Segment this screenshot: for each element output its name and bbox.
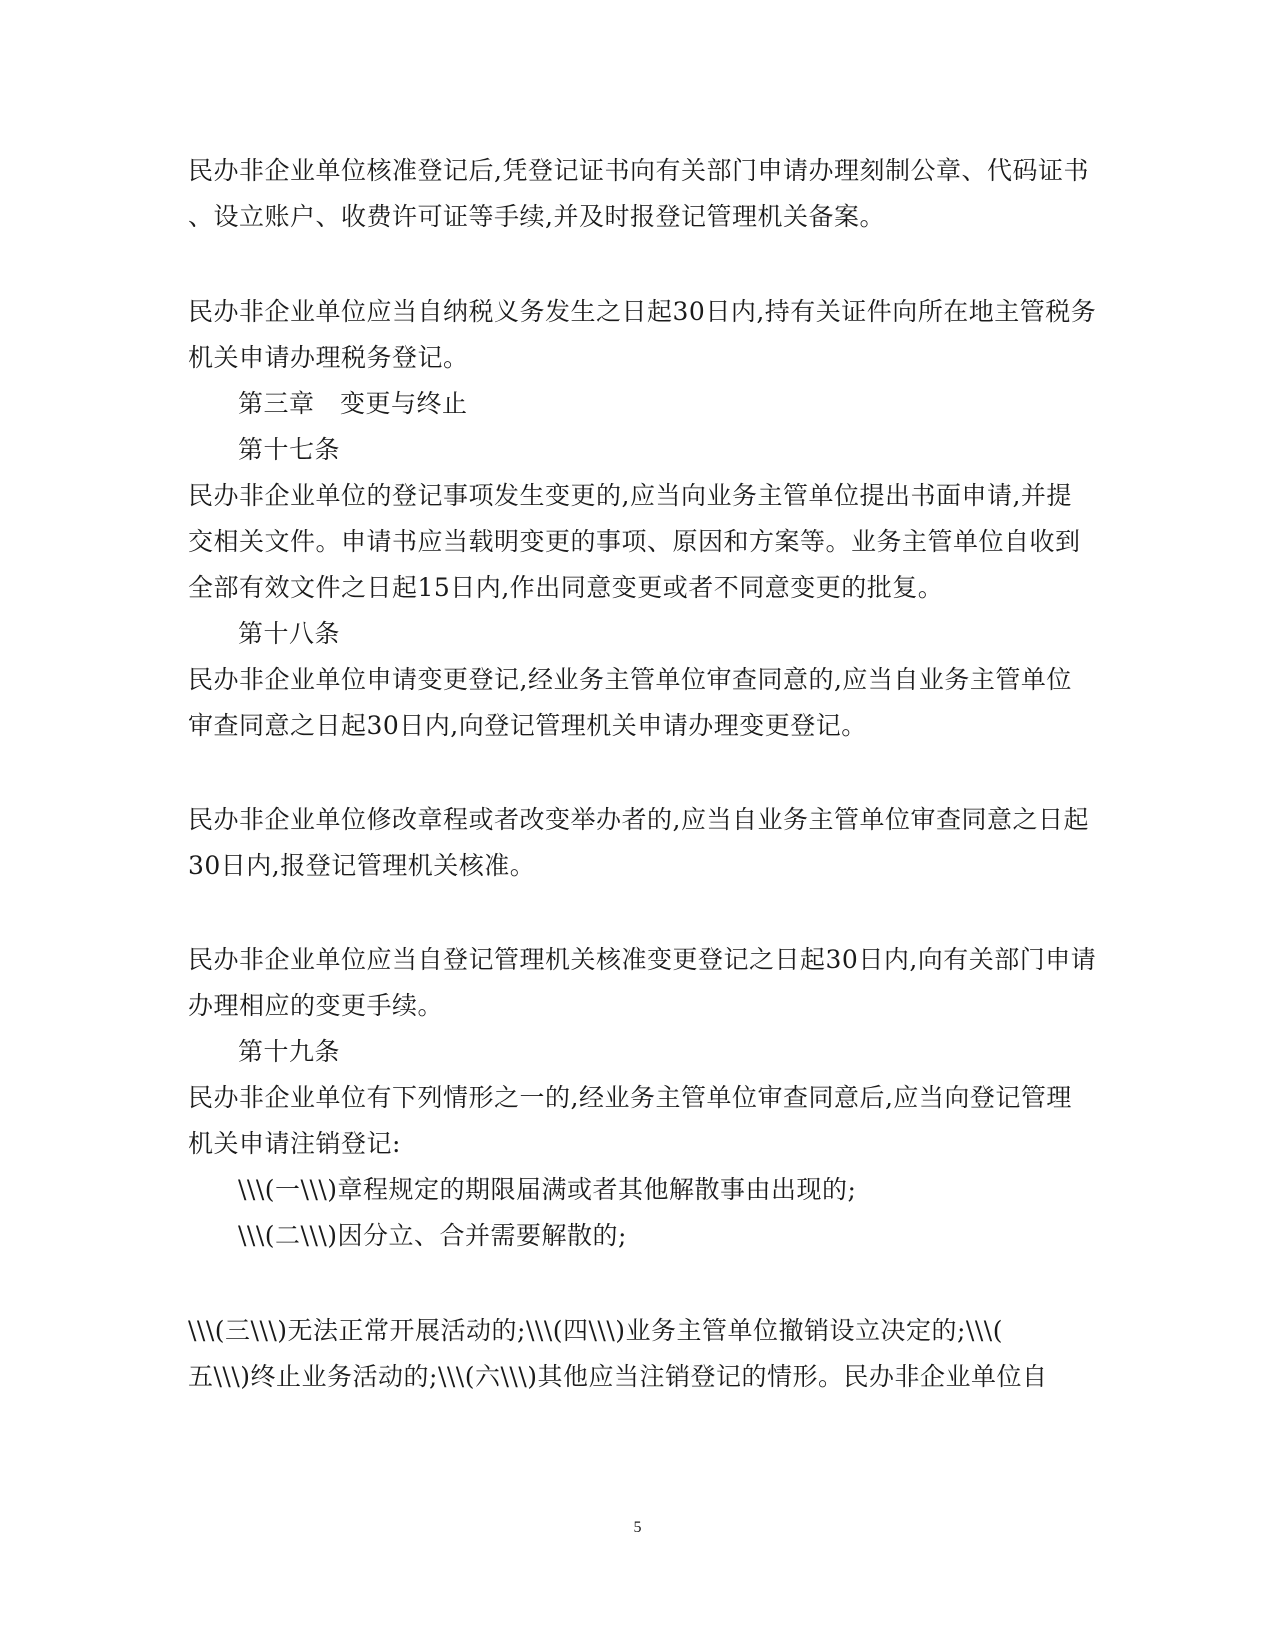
paragraph-line: 民办非企业单位修改章程或者改变举办者的,应当自业务主管单位审查同意之日起	[188, 805, 1089, 834]
paragraph-line: 民办非企业单位申请变更登记,经业务主管单位审查同意的,应当自业务主管单位	[188, 665, 1072, 694]
paragraph-line: 、设立账户、收费许可证等手续,并及时报登记管理机关备案。	[188, 202, 885, 231]
list-item: \\\(二\\\)因分立、合并需要解散的;	[238, 1221, 627, 1250]
article-heading: 第十七条	[238, 435, 341, 464]
article-heading: 第十九条	[238, 1037, 341, 1066]
paragraph-line: 民办非企业单位的登记事项发生变更的,应当向业务主管单位提出书面申请,并提	[188, 481, 1072, 510]
paragraph-line: 民办非企业单位应当自纳税义务发生之日起30日内,持有关证件向所在地主管税务	[188, 297, 1097, 326]
paragraph-line: 机关申请注销登记:	[188, 1129, 401, 1158]
paragraph-line: 办理相应的变更手续。	[188, 991, 444, 1020]
list-item: \\\(一\\\)章程规定的期限届满或者其他解散事由出现的;	[238, 1175, 857, 1204]
page-number: 5	[633, 1519, 642, 1536]
paragraph-line: 民办非企业单位核准登记后,凭登记证书向有关部门申请办理刻制公章、代码证书	[188, 156, 1089, 185]
paragraph-line: 审查同意之日起30日内,向登记管理机关申请办理变更登记。	[188, 711, 867, 740]
paragraph-line: 全部有效文件之日起15日内,作出同意变更或者不同意变更的批复。	[188, 573, 944, 602]
paragraph-line: \\\(三\\\)无法正常开展活动的;\\\(四\\\)业务主管单位撤销设立决定的;\\\(	[188, 1316, 1003, 1345]
paragraph-line: 五\\\)终止业务活动的;\\\(六\\\)其他应当注销登记的情形。民办非企业单位自	[188, 1362, 1048, 1391]
paragraph-line: 交相关文件。申请书应当载明变更的事项、原因和方案等。业务主管单位自收到	[188, 527, 1081, 556]
chapter-heading: 第三章 变更与终止	[238, 389, 468, 418]
paragraph-line: 民办非企业单位有下列情形之一的,经业务主管单位审查同意后,应当向登记管理	[188, 1083, 1072, 1112]
paragraph-line: 机关申请办理税务登记。	[188, 343, 469, 372]
paragraph-line: 30日内,报登记管理机关核准。	[188, 851, 536, 880]
paragraph-line: 民办非企业单位应当自登记管理机关核准变更登记之日起30日内,向有关部门申请	[188, 945, 1097, 974]
article-heading: 第十八条	[238, 619, 341, 648]
